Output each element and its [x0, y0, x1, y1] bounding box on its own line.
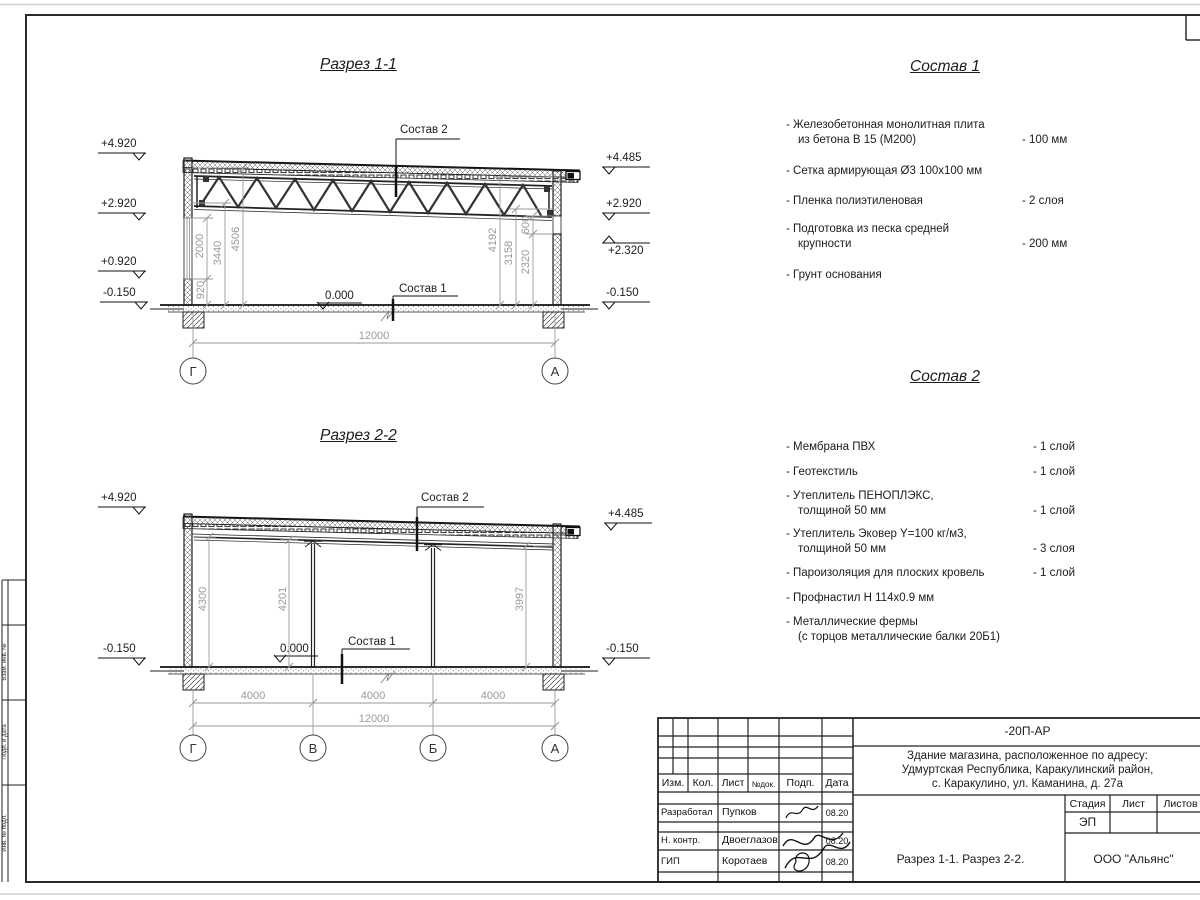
dim-label: 12000 — [358, 330, 390, 342]
dim-label: 4192 — [487, 227, 499, 253]
list-item: - Металлические фермы (с торцов металлические балки 20Б1) — [786, 616, 1000, 643]
elevation-label: +4.920 — [101, 492, 137, 504]
sign-date: 08.20 — [825, 836, 849, 846]
side-strip-label: Инв. № подл. — [2, 814, 8, 852]
dim-label: 600 — [520, 215, 532, 235]
dim-label: 4300 — [197, 586, 209, 612]
side-strip-label: Подп. и дата — [2, 724, 8, 760]
signer-role: Н. контр. — [661, 835, 701, 846]
project-address-line3: с. Каракулино, ул. Каманина, д. 27а — [931, 778, 1124, 790]
elevation-label: -0.150 — [606, 643, 639, 655]
axis-label: Г — [189, 364, 197, 379]
axis-label: Б — [428, 741, 438, 756]
elevation-label: +2.320 — [608, 245, 644, 257]
sostav2-list — [786, 440, 1106, 650]
sheet-header: Лист — [1122, 798, 1145, 810]
signer-name: Коротаев — [722, 855, 768, 867]
dim-label: 4000 — [480, 690, 506, 702]
sostav1-heading: Состав 1 — [910, 58, 980, 75]
section-1-1-drawing — [98, 139, 650, 384]
elevation-label: -0.150 — [103, 287, 136, 299]
section-1-title: Разрез 1-1 — [320, 56, 397, 73]
list-item: - Утеплитель ПЕНОПЛЭКС, толщиной 50 мм - 1 слой — [786, 490, 1076, 517]
list-item: - Пароизоляция для плоских кровель - 1 слой — [786, 567, 1076, 579]
elevation-label: +4.485 — [606, 152, 642, 164]
dim-label: 3440 — [212, 240, 224, 266]
dim-label: 3997 — [514, 586, 526, 612]
section2-sostav2-label: Состав 2 — [421, 492, 469, 504]
sign-date: 08.20 — [825, 857, 849, 867]
dim-label: 4506 — [230, 226, 242, 252]
dim-label: 4201 — [277, 586, 289, 612]
list-item: - Геотекстиль - 1 слой — [786, 466, 1076, 478]
list-item: - Железобетонная монолитная плита из бетона В 15 (М200) - 100 мм — [786, 119, 1068, 146]
list-item: - Сетка армирующая Ø3 100х100 мм — [786, 165, 983, 177]
list-item: - Утеплитель Эковер Y=100 кг/м3, толщиной 50 мм - 3 слоя — [786, 528, 1075, 555]
dim-label: 3158 — [503, 240, 515, 266]
side-strip-label: Взам. инв. № — [2, 643, 8, 681]
section1-zero-mark: 0.000 — [325, 290, 354, 302]
sostav2-heading: Состав 2 — [910, 368, 980, 385]
company-name: ООО "Альянс" — [1093, 852, 1174, 866]
dim-label: 2000 — [194, 233, 206, 259]
sostav1-list — [786, 118, 1106, 288]
dim-label: 12000 — [358, 713, 390, 725]
axis-label: А — [550, 364, 560, 379]
doc-number: -20П-АР — [1004, 724, 1051, 738]
list-item: - Грунт основания — [786, 269, 882, 281]
dim-label: 920 — [195, 280, 207, 300]
col-header-podp: Подп. — [786, 777, 815, 789]
col-header-list: Лист — [721, 777, 745, 789]
project-address-line1: Здание магазина, расположенное по адресу: — [907, 750, 1148, 762]
elevation-label: +4.485 — [608, 508, 644, 520]
col-header-kol: Кол. — [692, 777, 714, 789]
elevation-label: -0.150 — [103, 643, 136, 655]
signer-name: Пупков — [722, 806, 757, 818]
section1-sostav1-label: Состав 1 — [399, 283, 447, 295]
stage-value: ЭП — [1078, 815, 1097, 829]
section-2-title: Разрез 2-2 — [320, 427, 397, 444]
elevation-label: +0.920 — [101, 256, 137, 268]
list-item: - Пленка полиэтиленовая - 2 слоя — [786, 195, 1064, 207]
col-header-dok: №док. — [751, 780, 776, 789]
elevation-label: +2.920 — [606, 198, 642, 210]
sheet-title: Разрез 1-1. Разрез 2-2. — [896, 852, 1025, 866]
sign-date: 08.20 — [825, 808, 849, 818]
axis-label: А — [550, 741, 560, 756]
dim-label: 4000 — [360, 690, 386, 702]
signer-role: Разработал — [661, 807, 713, 818]
signer-name: Двоеглазов — [722, 834, 778, 846]
axis-label: Г — [189, 741, 197, 756]
col-header-izm: Изм. — [661, 777, 685, 789]
elevation-label: -0.150 — [606, 287, 639, 299]
axis-label: В — [308, 741, 318, 756]
sheets-header: Листов — [1163, 798, 1198, 810]
signer-role: ГИП — [661, 856, 680, 867]
list-item: - Подготовка из песка средней крупности - 200 мм — [786, 223, 1068, 250]
elevation-label: +4.920 — [101, 138, 137, 150]
stage-header: Стадия — [1069, 798, 1106, 810]
section2-zero-mark: 0.000 — [280, 643, 309, 655]
dim-label: 2320 — [520, 249, 532, 275]
list-item: - Профнастил Н 114х0.9 мм — [786, 592, 935, 604]
col-header-data: Дата — [825, 777, 849, 789]
section2-sostav1-label: Состав 1 — [348, 636, 396, 648]
elevation-label: +2.920 — [101, 198, 137, 210]
dim-label: 4000 — [240, 690, 266, 702]
list-item: - Мембрана ПВХ - 1 слой — [786, 441, 1076, 453]
section1-sostav2-label: Состав 2 — [400, 124, 448, 136]
project-address-line2: Удмуртская Республика, Каракулинский район, — [901, 764, 1154, 776]
